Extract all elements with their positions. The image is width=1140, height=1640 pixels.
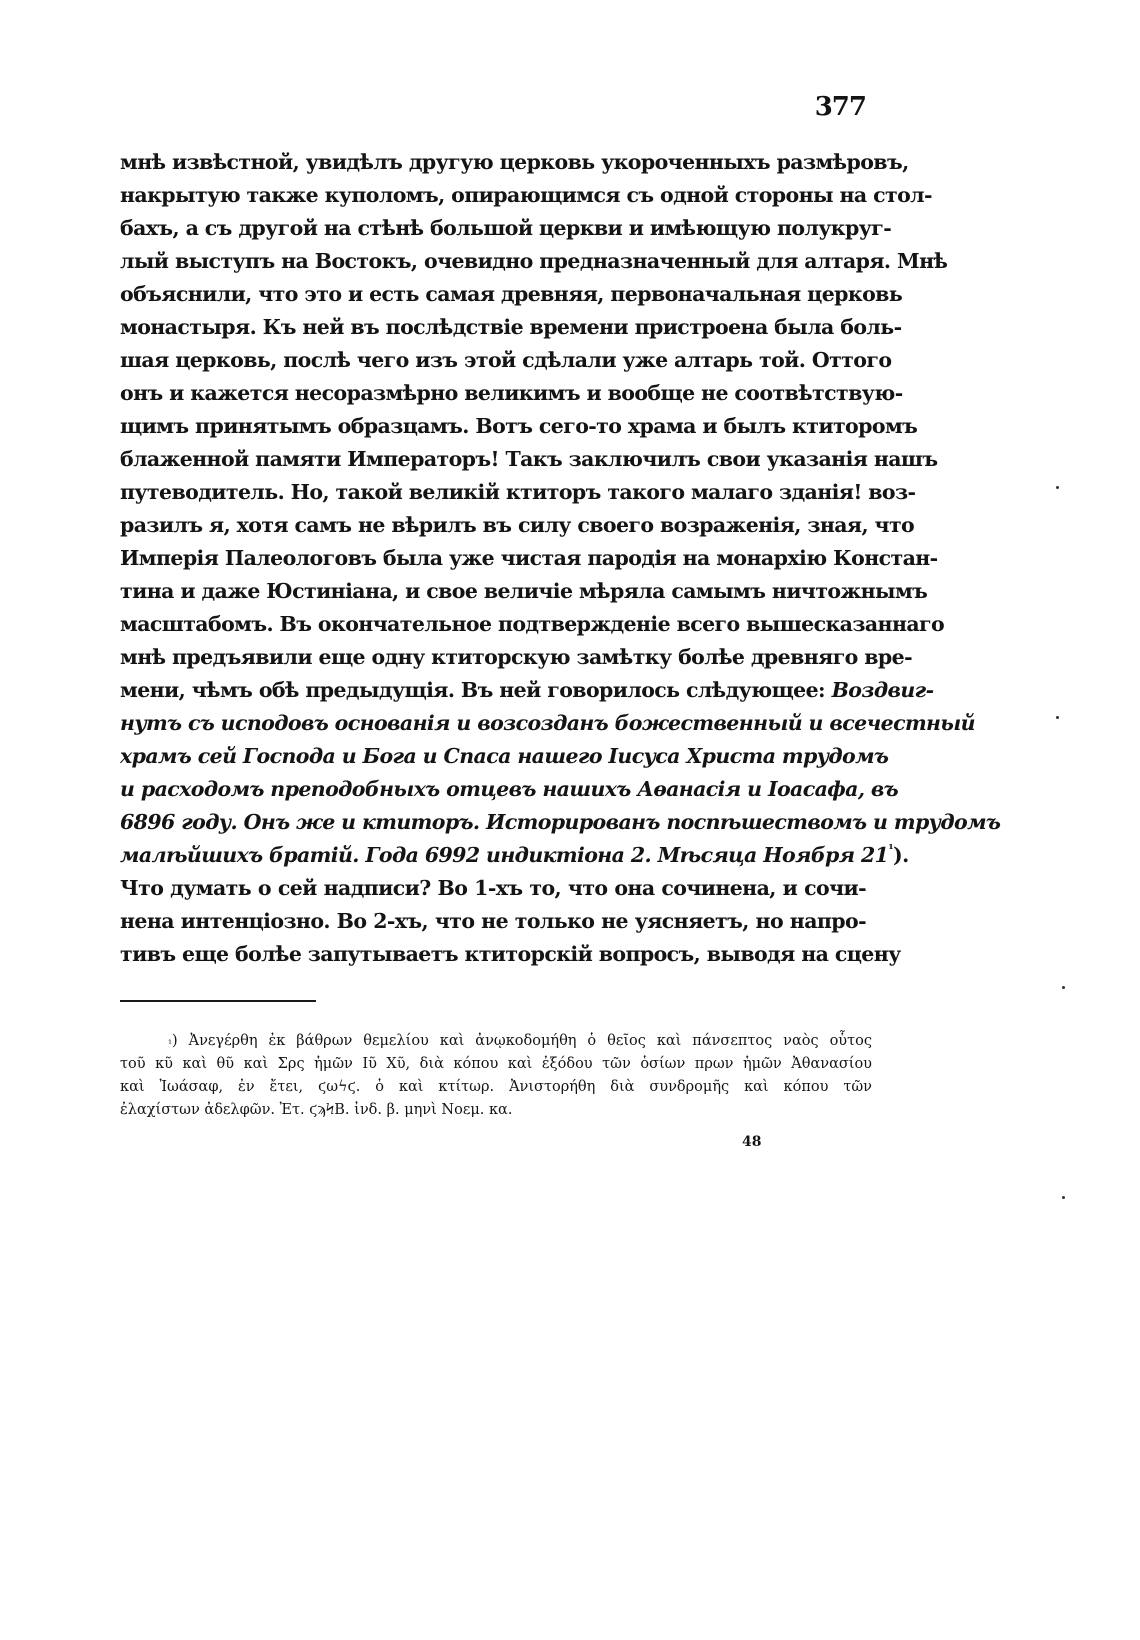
paper-speck — [1056, 486, 1059, 489]
text-line — [120, 278, 903, 311]
text-segment: блаженной памяти Императоръ! Такъ заключилъ свои указанія нашъ — [120, 447, 938, 471]
footnote-marker-paren: ) — [172, 1033, 189, 1049]
text-segment: нутъ съ исподовъ основанія и возсозданъ божественный и всечестный — [120, 711, 975, 735]
text-line — [120, 707, 975, 740]
text-line — [120, 773, 899, 806]
footnote-line — [120, 1076, 872, 1099]
text-line — [120, 443, 938, 476]
text-segment: тина и даже Юстиніана, и свое величіе мѣряла самымъ ничтожнымъ — [120, 579, 928, 603]
text-segment: накрытую также куполомъ, опирающимся съ одной стороны на стол- — [120, 183, 932, 207]
footnote-text: τοῦ κῦ καὶ θῦ καὶ Σρς ἡμῶν Ιῦ Χῦ, διὰ κόπου καὶ ἐξόδου τῶν ὁσίων πρων ἡμῶν Ἀθανασίου — [120, 1056, 872, 1072]
footnote-reference: ¹ — [888, 842, 894, 856]
text-segment: онъ и кажется несоразмѣрно великимъ и вообще не соотвѣтствую- — [120, 381, 903, 405]
text-segment: мени, чѣмъ обѣ предыдущія. Въ ней говорилось слѣдующее: — [120, 678, 832, 702]
text-segment: бахъ, а съ другой на стѣнѣ большой церкви и имѣющую полукруг- — [120, 216, 892, 240]
footnote-text: ἐλαχίστων ἀδελφῶν. Ἐτ. ϛϡϞΒ. ἰνδ. β. μηνὶ Νοεμ. κα. — [120, 1102, 513, 1118]
text-segment: ). — [893, 843, 909, 867]
paper-speck — [1062, 986, 1065, 989]
text-line — [120, 839, 909, 872]
text-line — [120, 575, 928, 608]
text-line — [120, 476, 916, 509]
text-line — [120, 938, 901, 971]
text-line — [120, 311, 902, 344]
text-segment: нена интенціозно. Во 2-хъ, что не только не уясняетъ, но напро- — [120, 909, 866, 933]
footnote-marker: ¹ — [168, 1039, 173, 1050]
text-line — [120, 674, 934, 707]
text-segment: монастыря. Къ ней въ послѣдствіе времени пристроена была боль- — [120, 315, 902, 339]
text-line — [120, 245, 948, 278]
text-line — [120, 740, 889, 773]
footnote-line — [120, 1053, 872, 1076]
text-line — [120, 146, 909, 179]
text-segment: шая церковь, послѣ чего изъ этой сдѣлали уже алтарь той. Оттого — [120, 348, 892, 372]
text-segment: Что думать о сей надписи? Во 1-хъ то, что она сочинена, и сочи- — [120, 876, 866, 900]
footnote-text: καὶ Ἰωάσαφ, ἐν ἔτει, ϛωϟϛ. ὁ καὶ κτίτωρ. Ἀνιστορήθη διὰ συνδρομῆς καὶ κόπου τῶν — [120, 1079, 872, 1095]
text-line — [120, 641, 912, 674]
printer-signature-mark: 48 — [742, 1134, 762, 1150]
text-line — [120, 179, 932, 212]
text-segment: мнѣ извѣстной, увидѣлъ другую церковь укороченныхъ размѣровъ, — [120, 150, 909, 174]
text-segment: мнѣ предъявили еще одну ктиторскую замѣтку болѣе древняго вре- — [120, 645, 912, 669]
footnote-line — [120, 1030, 872, 1053]
text-line — [120, 377, 903, 410]
text-segment: храмъ сей Господа и Бога и Спаса нашего Іисуса Христа трудомъ — [120, 744, 889, 768]
page-number: 377 — [814, 92, 866, 122]
text-line — [120, 905, 866, 938]
text-segment: объяснили, что это и есть самая древняя, первоначальная церковь — [120, 282, 903, 306]
text-segment: Имперія Палеологовъ была уже чистая пародія на монархію Констан- — [120, 546, 938, 570]
paper-speck — [1062, 1196, 1065, 1199]
text-line — [120, 806, 1001, 839]
text-segment: малѣйшихъ братій. Года 6992 индиктіона 2. Мѣсяца Ноября 21 — [120, 843, 889, 867]
paper-speck — [1056, 716, 1059, 719]
text-segment: путеводитель. Но, такой великій ктиторъ такого малаго зданія! воз- — [120, 480, 916, 504]
text-line — [120, 410, 918, 443]
text-line — [120, 872, 866, 905]
footnote-divider — [120, 1000, 316, 1002]
footnote-text: Ἀνεγέρθη ἐκ βάθρων θεμελίου καὶ ἀνῳκοδομήθη ὁ θεῖος καὶ πάνσεπτος ναὸς οὗτος — [188, 1033, 872, 1049]
footnote-line — [120, 1099, 872, 1122]
text-segment: щимъ принятымъ образцамъ. Вотъ сего-то храма и былъ ктиторомъ — [120, 414, 918, 438]
main-text — [120, 146, 1001, 971]
footnote — [120, 1030, 872, 1122]
text-line — [120, 608, 945, 641]
text-line — [120, 212, 892, 245]
text-segment: и расходомъ преподобныхъ отцевъ нашихъ Аѳанасія и Іоасафа, въ — [120, 777, 899, 801]
text-segment: 6896 году. Онъ же и ктиторъ. Исторированъ поспѣшествомъ и трудомъ — [120, 810, 1001, 834]
text-line — [120, 509, 915, 542]
text-line — [120, 542, 938, 575]
text-segment: разилъ я, хотя самъ не вѣрилъ въ силу своего возраженія, зная, что — [120, 513, 915, 537]
text-segment: Воздвиг- — [831, 678, 934, 702]
text-segment: лый выступъ на Востокъ, очевидно предназначенный для алтаря. Мнѣ — [120, 249, 948, 273]
text-segment: тивъ еще болѣе запутываетъ ктиторскій вопросъ, выводя на сцену — [120, 942, 901, 966]
text-segment: масштабомъ. Въ окончательное подтвержденіе всего вышесказаннаго — [120, 612, 945, 636]
text-line — [120, 344, 892, 377]
